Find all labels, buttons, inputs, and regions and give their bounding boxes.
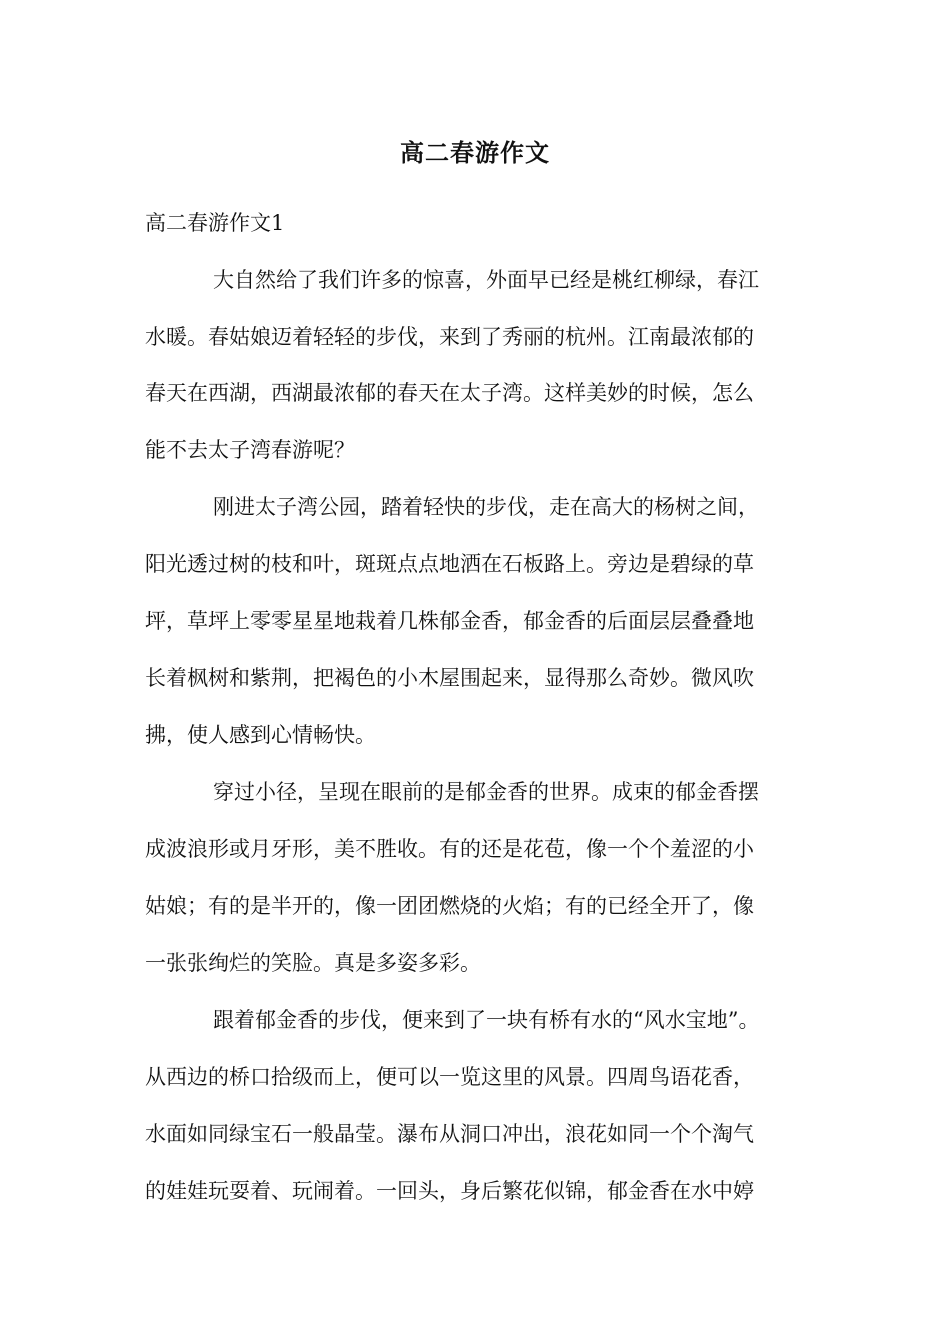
paragraph-2-line-2: 阳光透过树的枝和叶，斑斑点点地洒在石板路上。旁边是碧绿的草 xyxy=(145,552,754,576)
paragraph-2-line-3: 坪，草坪上零零星星地栽着几株郁金香，郁金香的后面层层叠叠地 xyxy=(145,609,754,633)
paragraph-3-line-4: 一张张绚烂的笑脸。真是多姿多彩。 xyxy=(145,951,481,975)
paragraph-2-line-5: 拂，使人感到心情畅快。 xyxy=(145,723,376,747)
paragraph-2-line-1: 刚进太子湾公园，踏着轻快的步伐，走在高大的杨树之间， xyxy=(213,495,759,519)
paragraph-4-line-2: 从西边的桥口拾级而上，便可以一览这里的风景。四周鸟语花香， xyxy=(145,1065,754,1089)
document-title: 高二春游作文 xyxy=(400,138,550,167)
paragraph-4-line-1: 跟着郁金香的步伐，便来到了一块有桥有水的“风水宝地”。 xyxy=(213,1008,760,1032)
paragraph-4-line-4: 的娃娃玩耍着、玩闹着。一回头，身后繁花似锦，郁金香在水中婷 xyxy=(145,1179,754,1203)
paragraph-1-line-2: 水暖。春姑娘迈着轻轻的步伐，来到了秀丽的杭州。江南最浓郁的 xyxy=(145,325,754,349)
paragraph-3-line-1: 穿过小径，呈现在眼前的是郁金香的世界。成束的郁金香摆 xyxy=(213,780,759,804)
paragraph-2-line-4: 长着枫树和紫荆，把褐色的小木屋围起来，显得那么奇妙。微风吹 xyxy=(145,666,754,690)
paragraph-4-line-3: 水面如同绿宝石一般晶莹。瀑布从洞口冲出，浪花如同一个个淘气 xyxy=(145,1122,754,1146)
paragraph-1-line-1: 大自然给了我们许多的惊喜，外面早已经是桃红柳绿，春江 xyxy=(213,268,759,292)
paragraph-1-line-4: 能不去太子湾春游呢？ xyxy=(145,438,355,462)
paragraph-3-line-2: 成波浪形或月牙形，美不胜收。有的还是花苞，像一个个羞涩的小 xyxy=(145,837,754,861)
section-heading: 高二春游作文1 xyxy=(145,211,285,235)
paragraph-3-line-3: 姑娘；有的是半开的，像一团团燃烧的火焰；有的已经全开了，像 xyxy=(145,894,754,918)
paragraph-1-line-3: 春天在西湖，西湖最浓郁的春天在太子湾。这样美妙的时候，怎么 xyxy=(145,381,754,405)
